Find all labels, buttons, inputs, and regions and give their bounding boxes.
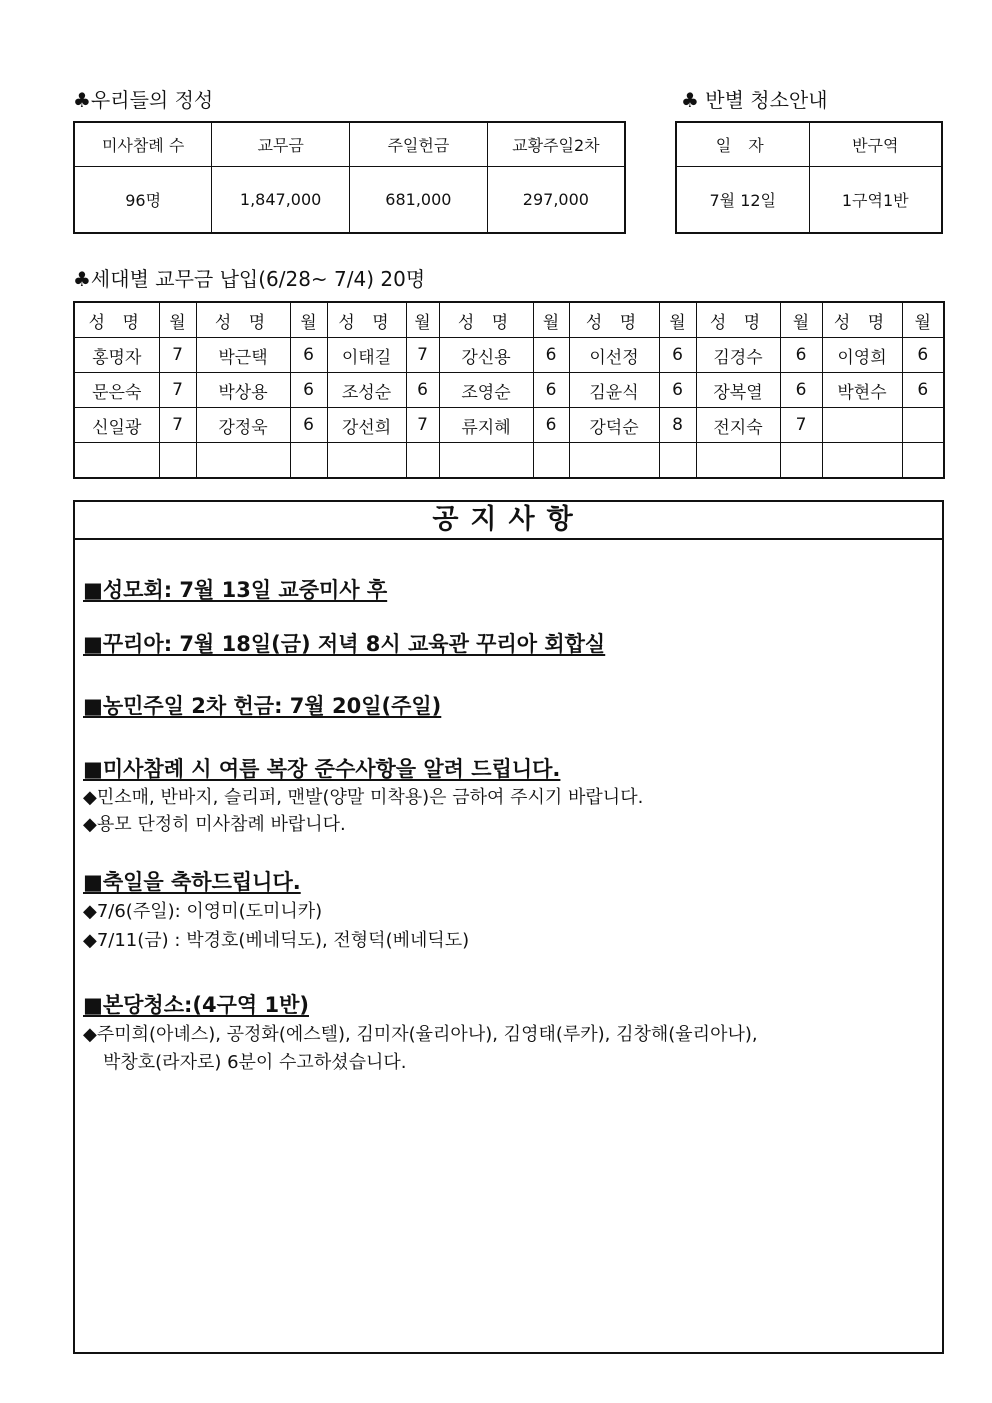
offering-header-pope: 교황주일2차: [487, 122, 625, 167]
member-name: [822, 408, 902, 443]
cleaning-table: [675, 121, 943, 234]
member-name: [822, 443, 902, 479]
member-month: 7: [159, 373, 196, 408]
member-month: 6: [290, 408, 327, 443]
cleaning-title: ♣ 반별 청소안내: [681, 88, 828, 112]
member-month: 6: [533, 408, 569, 443]
name-header: 성 명: [196, 302, 290, 338]
member-month: 7: [406, 338, 439, 373]
member-name: 이선정: [569, 338, 659, 373]
notice-heading-sodality: ■성모회: 7월 13일 교중미사 후: [83, 578, 388, 602]
dues-header-row: [74, 302, 944, 338]
member-name: 장복열: [696, 373, 780, 408]
month-header: 월: [902, 302, 944, 338]
table-row: [74, 443, 944, 479]
member-month: [533, 443, 569, 479]
member-name: 홍명자: [74, 338, 159, 373]
member-month: 6: [659, 373, 696, 408]
offering-value-pope: 297,000: [487, 167, 625, 234]
cleaning-header-date: 일 자: [676, 122, 809, 167]
offering-header-dues: 교무금: [212, 122, 350, 167]
member-month: [659, 443, 696, 479]
notice-line-cleaning-2: 박창호(라자로) 6분이 수고하셨습니다.: [103, 1052, 407, 1073]
month-header: 월: [533, 302, 569, 338]
offering-header-mass: 미사참례 수: [74, 122, 212, 167]
table-row: [74, 338, 944, 373]
member-month: 6: [902, 373, 944, 408]
month-header: 월: [406, 302, 439, 338]
member-name: 문은숙: [74, 373, 159, 408]
name-header: 성 명: [327, 302, 406, 338]
member-name: 강정욱: [196, 408, 290, 443]
offering-value-mass: 96명: [74, 167, 212, 234]
notice-heading-cleaning: ■본당청소:(4구역 1반): [83, 993, 309, 1017]
member-name: 김경수: [696, 338, 780, 373]
notice-heading-farmers-sunday: ■농민주일 2차 헌금: 7월 20일(주일): [83, 694, 442, 718]
table-row: [74, 408, 944, 443]
member-name: 박현수: [822, 373, 902, 408]
member-month: 6: [780, 338, 822, 373]
notice-line-feast-1: ◆7/6(주일): 이영미(도미니카): [83, 901, 323, 922]
month-header: 월: [159, 302, 196, 338]
name-header: 성 명: [74, 302, 159, 338]
member-month: 6: [780, 373, 822, 408]
member-name: 강신용: [439, 338, 533, 373]
member-name: 전지숙: [696, 408, 780, 443]
dues-table: [73, 301, 945, 479]
member-month: [159, 443, 196, 479]
notice-heading-curia: ■꾸리아: 7월 18일(금) 저녁 8시 교육관 꾸리아 회합실: [83, 632, 606, 656]
member-name: 박근택: [196, 338, 290, 373]
notice-heading-feast: ■축일을 축하드립니다.: [83, 870, 301, 894]
member-name: [327, 443, 406, 479]
member-name: [439, 443, 533, 479]
member-name: 조영순: [439, 373, 533, 408]
name-header: 성 명: [569, 302, 659, 338]
member-month: 6: [533, 338, 569, 373]
cleaning-header-group: 반구역: [809, 122, 942, 167]
member-name: 류지혜: [439, 408, 533, 443]
member-name: 김윤식: [569, 373, 659, 408]
member-month: [902, 408, 944, 443]
notice-title: 공지사항: [75, 502, 942, 540]
offering-value-sunday: 681,000: [350, 167, 488, 234]
member-month: [406, 443, 439, 479]
member-name: 이영희: [822, 338, 902, 373]
member-month: 6: [659, 338, 696, 373]
member-month: [780, 443, 822, 479]
notice-box: [73, 500, 944, 1354]
member-month: [290, 443, 327, 479]
table-row: [74, 373, 944, 408]
member-month: 6: [533, 373, 569, 408]
cleaning-value-group: 1구역1반: [809, 167, 942, 234]
month-header: 월: [290, 302, 327, 338]
offering-table: [73, 121, 626, 234]
member-month: 6: [902, 338, 944, 373]
member-month: 7: [159, 338, 196, 373]
member-name: 강선희: [327, 408, 406, 443]
member-name: [196, 443, 290, 479]
member-month: 8: [659, 408, 696, 443]
offering-header-sunday: 주일헌금: [350, 122, 488, 167]
month-header: 월: [780, 302, 822, 338]
notice-line-cleaning-1: ◆주미희(아녜스), 공정화(에스텔), 김미자(율리아나), 김영태(루카), 김창해(율리아나),: [83, 1024, 758, 1045]
member-name: 조성순: [327, 373, 406, 408]
member-month: [902, 443, 944, 479]
member-month: 7: [780, 408, 822, 443]
notice-line-dress-2: ◆용모 단정히 미사참례 바랍니다.: [83, 814, 346, 835]
member-month: 7: [159, 408, 196, 443]
member-month: 6: [406, 373, 439, 408]
member-name: 이태길: [327, 338, 406, 373]
member-month: 6: [290, 338, 327, 373]
name-header: 성 명: [696, 302, 780, 338]
member-month: 7: [406, 408, 439, 443]
member-name: 강덕순: [569, 408, 659, 443]
cleaning-value-date: 7월 12일: [676, 167, 809, 234]
name-header: 성 명: [822, 302, 902, 338]
dues-title: ♣세대별 교무금 납입(6/28~ 7/4) 20명: [73, 267, 426, 291]
member-name: 신일광: [74, 408, 159, 443]
month-header: 월: [659, 302, 696, 338]
member-name: [74, 443, 159, 479]
offering-value-dues: 1,847,000: [212, 167, 350, 234]
name-header: 성 명: [439, 302, 533, 338]
member-month: 6: [290, 373, 327, 408]
member-name: [696, 443, 780, 479]
member-name: [569, 443, 659, 479]
notice-line-dress-1: ◆민소매, 반바지, 슬리퍼, 맨발(양말 미착용)은 금하여 주시기 바랍니다.: [83, 787, 644, 808]
offering-title: ♣우리들의 정성: [73, 88, 214, 112]
notice-line-feast-2: ◆7/11(금) : 박경호(베네딕도), 전형덕(베네딕도): [83, 930, 470, 951]
member-name: 박상용: [196, 373, 290, 408]
notice-heading-dress-code: ■미사참례 시 여름 복장 준수사항을 알려 드립니다.: [83, 757, 561, 781]
